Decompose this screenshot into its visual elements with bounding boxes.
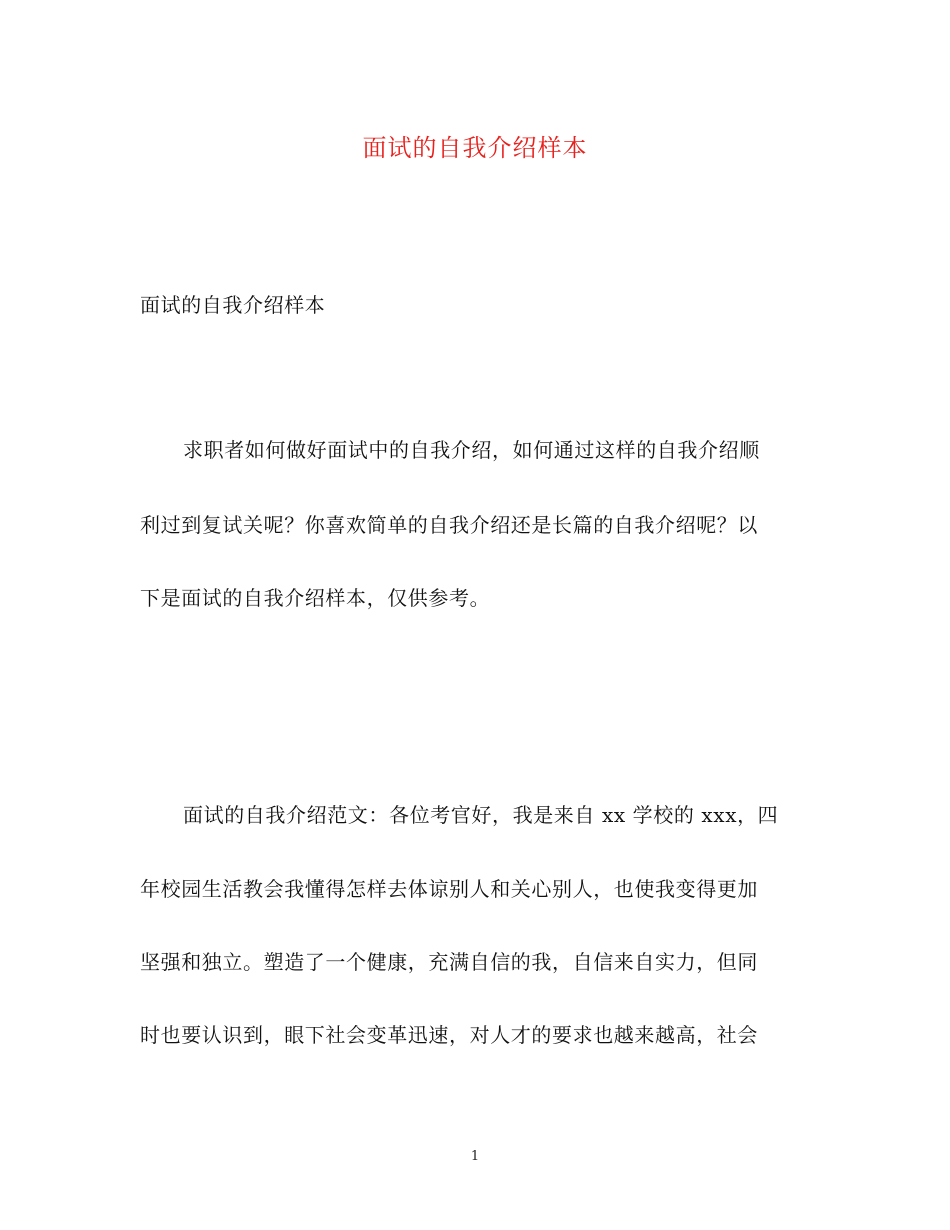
paragraph-line: 面试的自我介绍范文：各位考官好，我是来自 xx 学校的 xxx，四 bbox=[183, 803, 779, 827]
section-heading: 面试的自我介绍样本 bbox=[140, 293, 326, 317]
page-number: 1 bbox=[470, 1149, 480, 1164]
paragraph-line: 年校园生活教会我懂得怎样去体谅别人和关心别人，也使我变得更加 bbox=[140, 877, 758, 901]
paragraph-line: 时也要认识到，眼下社会变革迅速，对人才的要求也越来越高，社会 bbox=[140, 1023, 758, 1047]
paragraph-line: 求职者如何做好面试中的自我介绍，如何通过这样的自我介绍顺 bbox=[183, 438, 760, 462]
paragraph-line: 利过到复试关呢？你喜欢简单的自我介绍还是长篇的自我介绍呢？以 bbox=[140, 513, 758, 537]
paragraph-line: 坚强和独立。塑造了一个健康，充满自信的我，自信来自实力，但同 bbox=[140, 950, 758, 974]
document-title: 面试的自我介绍样本 bbox=[362, 134, 588, 162]
paragraph-line: 下是面试的自我介绍样本，仅供参考。 bbox=[140, 586, 491, 610]
